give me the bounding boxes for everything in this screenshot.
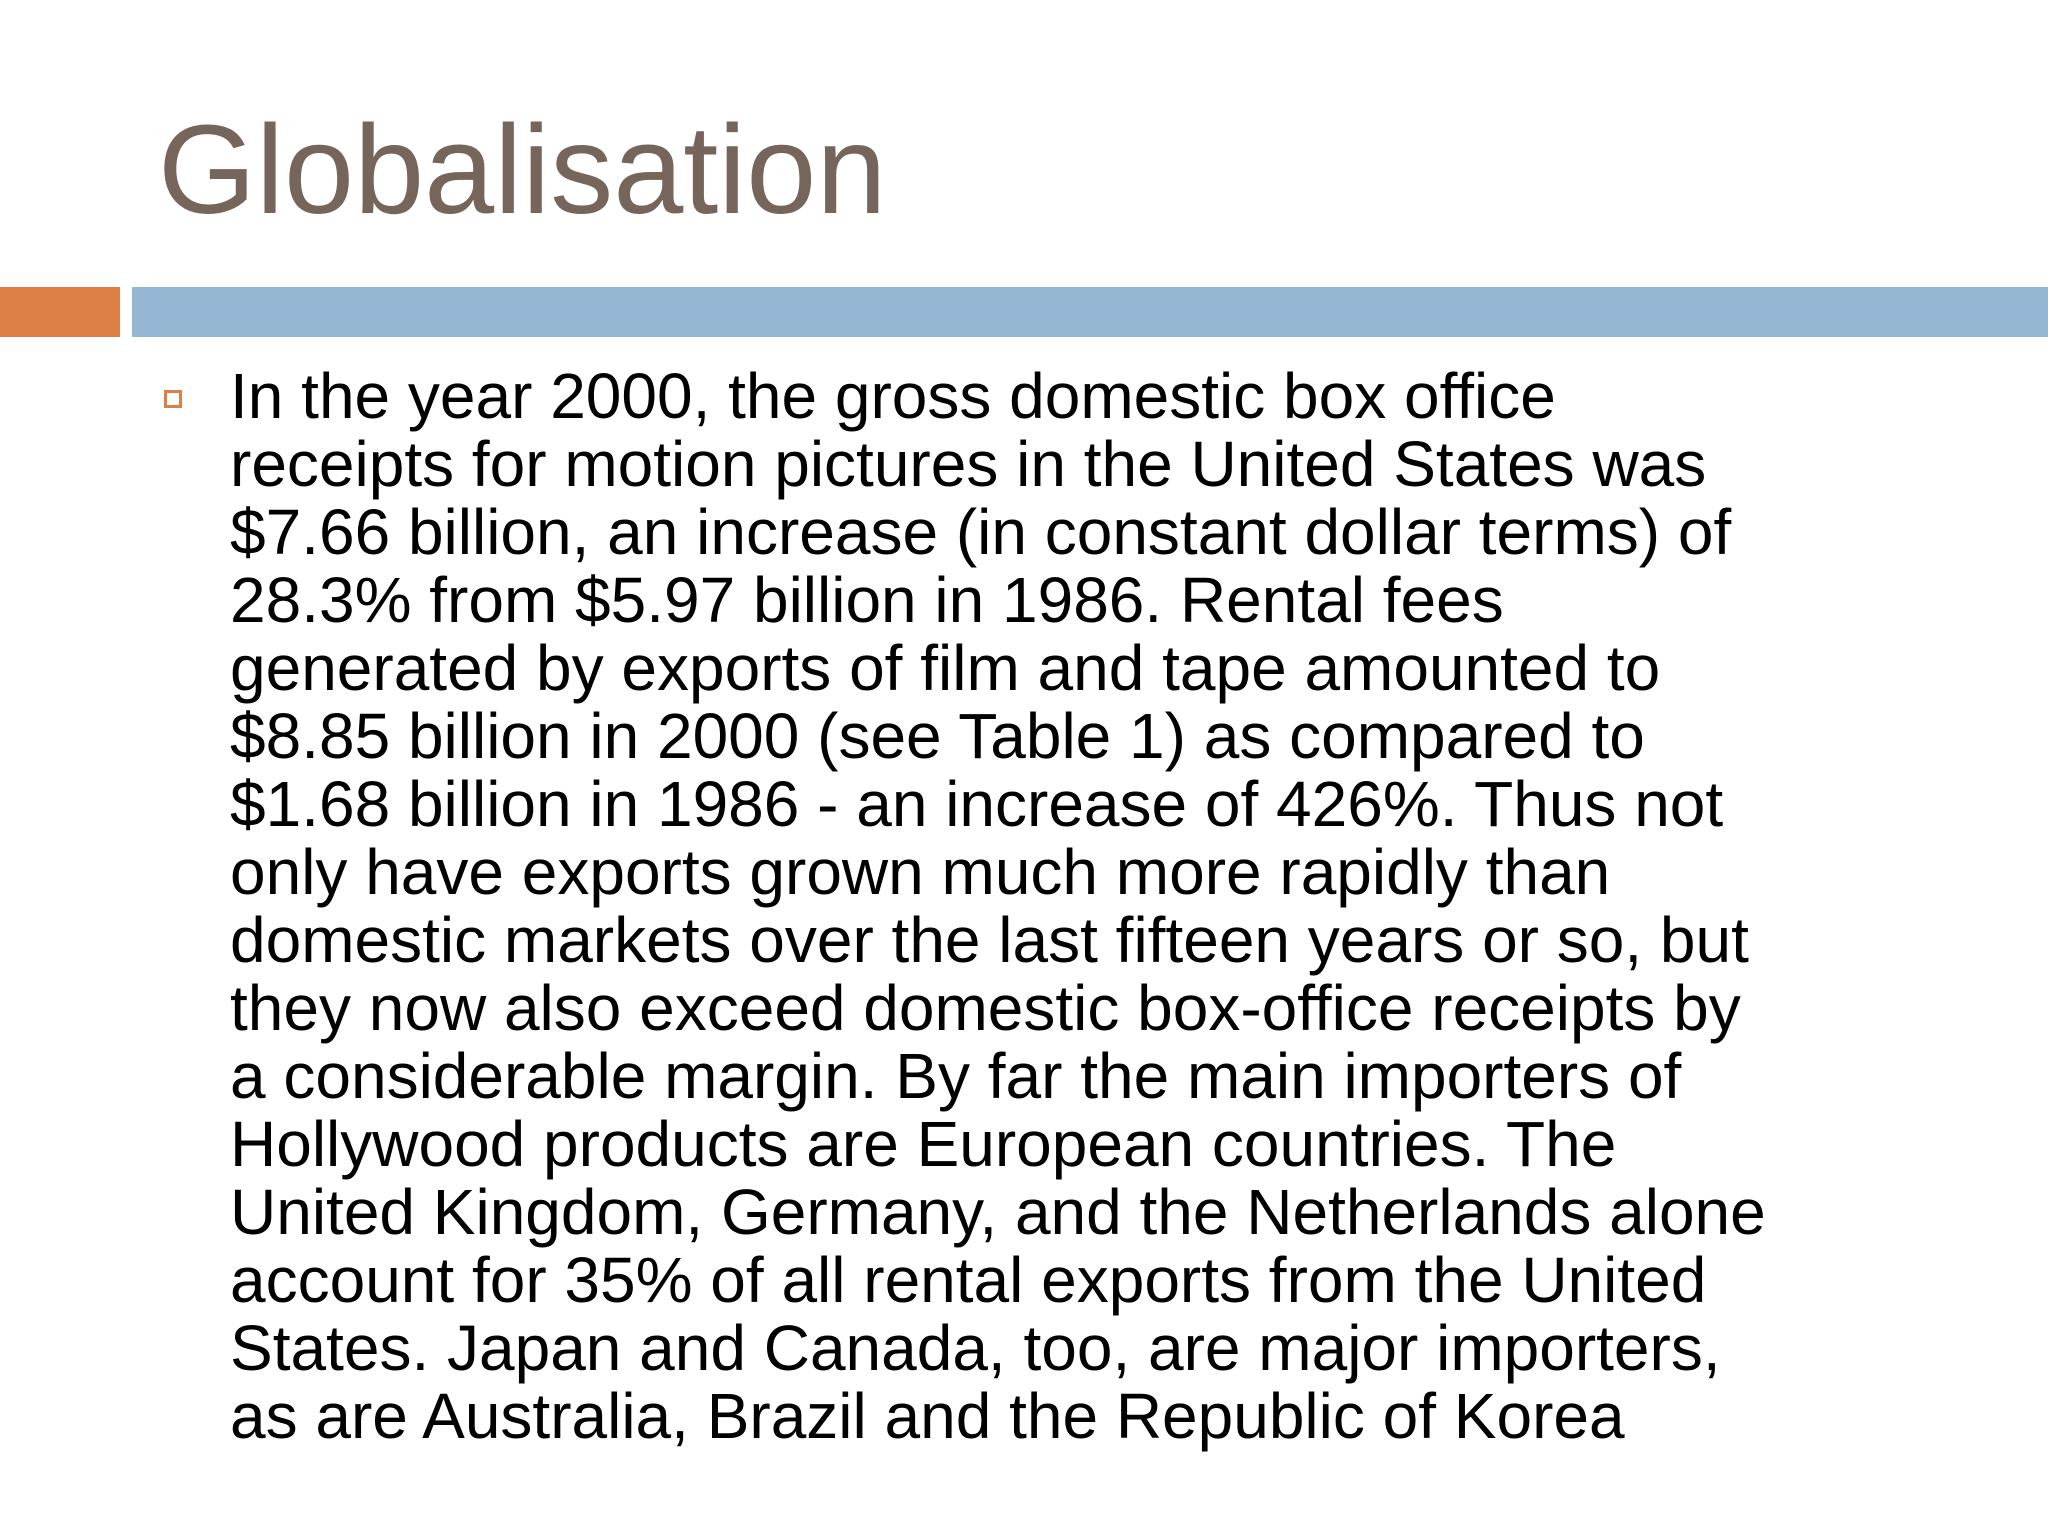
bullet-text-line: account for 35% of all rental exports from the United xyxy=(230,1244,1707,1316)
bullet-text-line: $7.66 billion, an increase (in constant dollar terms) of xyxy=(230,496,1732,568)
bullet-text-line: States. Japan and Canada, too, are major importers, xyxy=(230,1312,1721,1384)
bullet-text-line: they now also exceed domestic box-office receipts by xyxy=(230,972,1741,1044)
hollow-square-bullet-icon xyxy=(164,390,182,408)
bullet-text xyxy=(230,362,1980,1450)
slide-title: Globalisation xyxy=(158,99,887,240)
bullet-list xyxy=(160,362,1980,1450)
bullet-text-line: United Kingdom, Germany, and the Netherlands alone xyxy=(230,1176,1766,1248)
bullet-text-line: receipts for motion pictures in the United States was xyxy=(230,428,1707,500)
bullet-text-line: $1.68 billion in 1986 - an increase of 426%. Thus not xyxy=(230,768,1724,840)
bullet-text-line: 28.3% from $5.97 billion in 1986. Rental fees xyxy=(230,564,1504,636)
bullet-text-line: Hollywood products are European countries. The xyxy=(230,1108,1617,1180)
bullet-text-line: domestic markets over the last fifteen years or so, but xyxy=(230,904,1749,976)
bullet-text-line: In the year 2000, the gross domestic box office xyxy=(230,360,1556,432)
bullet-text-line: as are Australia, Brazil and the Republic of Korea xyxy=(230,1380,1625,1452)
title-rule-bar xyxy=(132,287,2048,337)
accent-bar xyxy=(0,287,120,337)
bullet-item xyxy=(160,362,1980,1450)
bullet-text-line: a considerable margin. By far the main importers of xyxy=(230,1040,1682,1112)
bullet-text-line: $8.85 billion in 2000 (see Table 1) as compared to xyxy=(230,700,1645,772)
bullet-text-line: generated by exports of film and tape amounted to xyxy=(230,632,1661,704)
bullet-text-line: only have exports grown much more rapidly than xyxy=(230,836,1611,908)
